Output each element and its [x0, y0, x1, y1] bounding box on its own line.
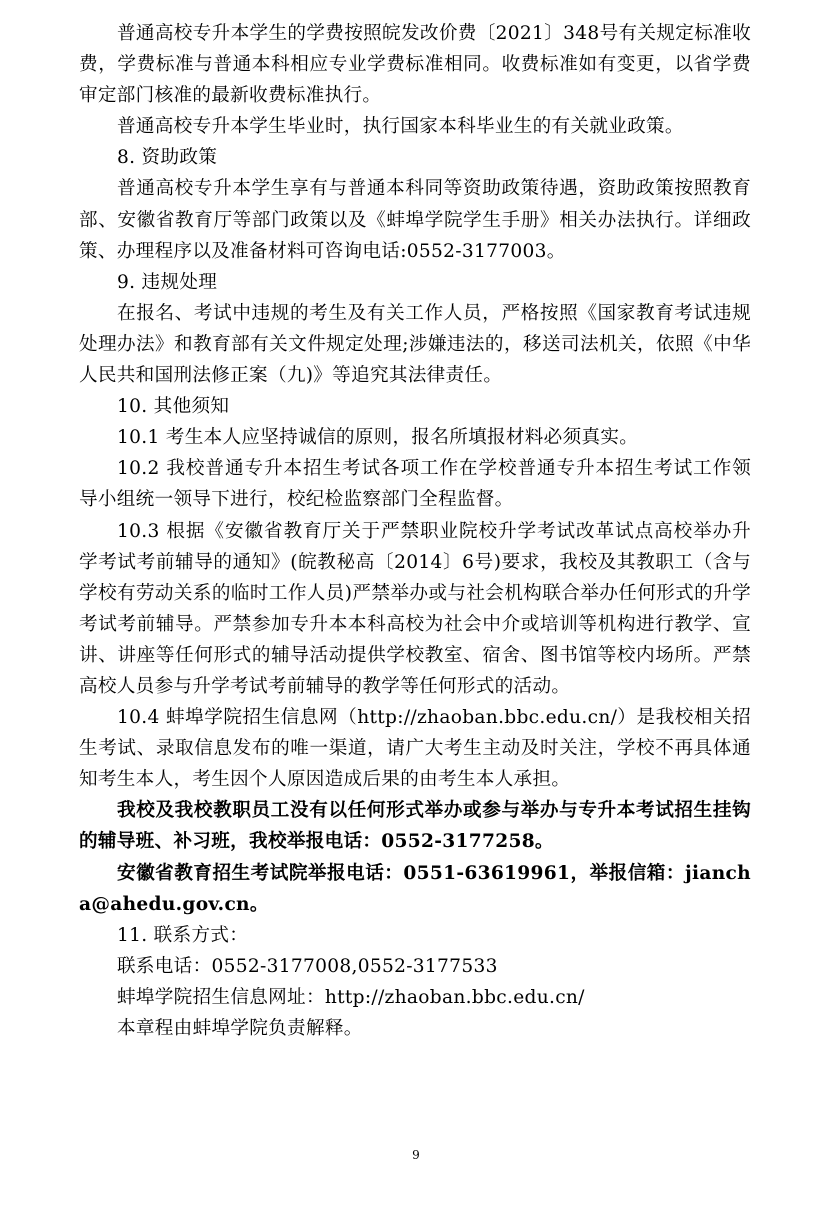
contact-phone: 联系电话：0552-3177008,0552-3177533 — [117, 955, 498, 977]
closing-statement: 本章程由蚌埠学院负责解释。 — [117, 1018, 363, 1039]
section-9-body: 在报名、考试中违规的考生及有关工作人员，严格按照《国家教育考试违规处理办法》和教育部有关文件规定处理;涉嫌违法的，移送司法机关，依照《中华人民共和国刑法修正案（九)》等追究其法律责任。 — [79, 302, 751, 387]
section-8-body: 普通高校专升本学生享有与普通本科同等资助政策待遇，资助政策按照教育部、安徽省教育厅等部门政策以及《蚌埠学院学生手册》相关办法执行。详细政策、办理程序以及准备材料可咨询电话:0552-3177003。 — [79, 178, 751, 262]
school-report-notice: 我校及我校教职员工没有以任何形式举办或参与举办与专升本考试招生挂钩的辅导班、补习班，我校举报电话：0552-3177258。 — [79, 800, 751, 853]
tuition-paragraph: 普通高校专升本学生的学费按照皖发改价费〔2021〕348号有关规定标准收费，学费标准与普通本科相应专业学费标准相同。收费标准如有变更，以省学费审定部门核准的最新收费标准执行。 — [79, 23, 751, 107]
provincial-report-notice: 安徽省教育招生考试院举报电话：0551-63619961，举报信箱：jiancha@ahedu.gov.cn。 — [79, 862, 751, 915]
section-8-heading: 8. 资助政策 — [117, 147, 218, 169]
section-10-heading: 10. 其他须知 — [117, 396, 230, 418]
page-number: 9 — [412, 1148, 420, 1162]
section-10-1: 10.1 考生本人应坚持诚信的原则，报名所填报材料必须真实。 — [117, 427, 639, 449]
section-9-heading: 9. 违规处理 — [117, 271, 218, 293]
section-10-2: 10.2 我校普通专升本招生考试各项工作在学校普通专升本招生考试工作领导小组统一领导下进行，校纪检监察部门全程监督。 — [79, 458, 751, 511]
employment-paragraph: 普通高校专升本学生毕业时，执行国家本科毕业生的有关就业政策。 — [117, 116, 684, 138]
section-10-3: 10.3 根据《安徽省教育厅关于严禁职业院校升学考试改革试点高校举办升学考试考前辅导的通知》(皖教秘高〔2014〕6号)要求，我校及其教职工（含与学校有劳动关系的临时工作人员)严禁举办或与社会机构联合举办任何形式的升学考试考前辅导。严禁参加专升本本科高校为社会中介或培训等机构进行教学、宣讲、讲座等任何形式的辅导活动提供学校教室、宿舍、图书馆等校内场所。严禁高校人员参与升学考试考前辅导的教学等任何形式的活动。 — [79, 520, 751, 697]
contact-website: 蚌埠学院招生信息网址：http://zhaoban.bbc.edu.cn/ — [117, 986, 585, 1008]
document-body — [79, 18, 751, 1044]
section-11-heading: 11. 联系方式： — [117, 924, 249, 946]
section-10-4: 10.4 蚌埠学院招生信息网（http://zhaoban.bbc.edu.cn/）是我校相关招生考试、录取信息发布的唯一渠道，请广大考生主动及时关注，学校不再具体通知考生本人，考生因个人原因造成后果的由考生本人承担。 — [79, 707, 751, 791]
